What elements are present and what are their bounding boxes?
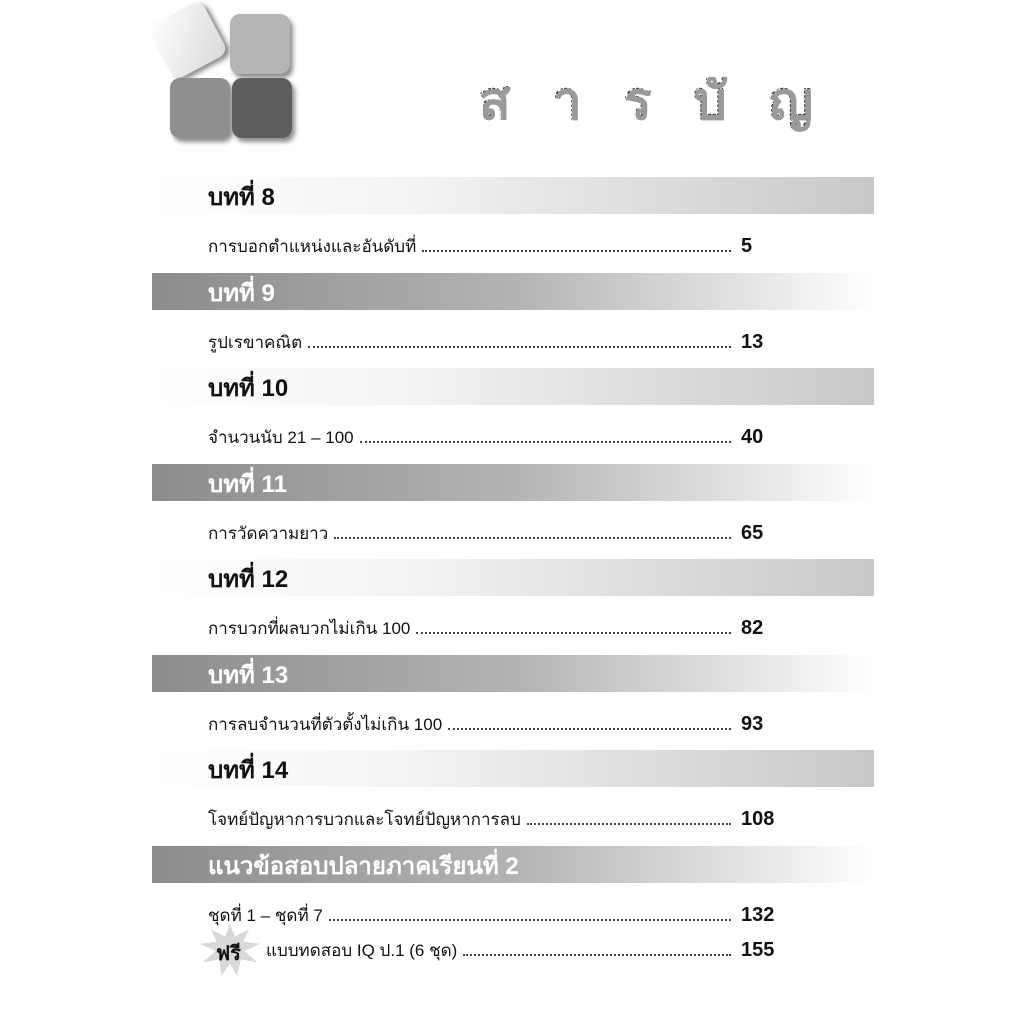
- chapter-heading: บทที่ 10: [208, 375, 289, 402]
- toc-entry-bonus[interactable]: [266, 937, 791, 964]
- toc-entry[interactable]: [208, 711, 791, 738]
- logo-square: [232, 78, 292, 138]
- page-number: 40: [741, 426, 764, 448]
- chapter-heading: บทที่ 14: [208, 757, 289, 784]
- dot-leader: [416, 631, 731, 634]
- dot-leader: [360, 440, 731, 443]
- page-number: 108: [741, 808, 775, 830]
- toc-row: [152, 177, 874, 273]
- chapter-heading: บทที่ 8: [208, 184, 275, 211]
- toc-row: [152, 559, 874, 655]
- dot-leader: [334, 536, 731, 539]
- page-number: 93: [741, 712, 764, 735]
- toc-entry[interactable]: [208, 233, 791, 260]
- free-label: ฟรี: [216, 943, 241, 965]
- page-number: 13: [741, 330, 764, 353]
- entry-title: การบอกตำแหน่งและอันดับที่: [208, 237, 417, 256]
- toc-entry[interactable]: [208, 329, 791, 356]
- page-number: 5: [741, 235, 753, 257]
- entry-title: การบวกที่ผลบวกไม่เกิน 100: [208, 619, 411, 638]
- toc-entry[interactable]: [208, 615, 791, 642]
- toc-row: [152, 464, 874, 560]
- dot-leader: [422, 249, 731, 252]
- chapter-heading: บทที่ 12: [208, 566, 289, 593]
- chapter-band: [152, 464, 874, 501]
- entry-title: โจทย์ปัญหาการบวกและโจทย์ปัญหาการลบ: [208, 810, 521, 829]
- page-number: 132: [741, 903, 775, 926]
- dot-leader: [308, 345, 731, 348]
- toc-row: [152, 368, 874, 464]
- entry-title: จำนวนนับ 21 – 100: [208, 428, 354, 447]
- toc-row: [152, 273, 874, 369]
- page-number: 155: [741, 939, 775, 961]
- logo-square: [230, 14, 290, 74]
- chapter-heading: แนวข้อสอบปลายภาคเรียนที่ 2: [208, 852, 519, 880]
- toc-entry[interactable]: [208, 424, 791, 451]
- toc-entry[interactable]: [208, 806, 791, 833]
- chapter-heading: บทที่ 13: [208, 661, 289, 689]
- chapter-band: [152, 273, 874, 310]
- entry-title: การลบจำนวนที่ตัวตั้งไม่เกิน 100: [208, 714, 443, 734]
- dot-leader: [527, 822, 731, 825]
- table-of-contents: [152, 177, 874, 941]
- entry-title: แบบทดสอบ IQ ป.1 (6 ชุด): [266, 941, 458, 960]
- free-badge: [200, 924, 260, 976]
- entry-title: การวัดความยาว: [208, 523, 329, 543]
- toc-entry[interactable]: [208, 520, 791, 547]
- chapter-band: [152, 655, 874, 692]
- chapter-heading: บทที่ 9: [208, 279, 275, 307]
- page-number: 65: [741, 521, 764, 544]
- toc-row: [152, 750, 874, 846]
- chapter-band: [152, 846, 874, 883]
- dot-leader: [329, 918, 731, 921]
- chapter-band: [152, 750, 874, 787]
- chapter-band: [152, 559, 874, 596]
- page-title: สารบัญ: [478, 58, 854, 141]
- chapter-band: [152, 368, 874, 405]
- logo: [150, 0, 300, 140]
- dot-leader: [448, 727, 731, 730]
- logo-square: [147, 0, 228, 81]
- dot-leader: [463, 953, 731, 956]
- entry-title: ชุดที่ 1 – ชุดที่ 7: [208, 905, 323, 925]
- entry-title: รูปเรขาคณิต: [208, 332, 303, 352]
- logo-square: [170, 78, 230, 138]
- chapter-heading: บทที่ 11: [208, 470, 287, 498]
- chapter-band: [152, 177, 874, 214]
- toc-row: [152, 655, 874, 751]
- page-number: 82: [741, 617, 764, 639]
- toc-row: [152, 846, 874, 942]
- toc-entry[interactable]: [208, 902, 791, 929]
